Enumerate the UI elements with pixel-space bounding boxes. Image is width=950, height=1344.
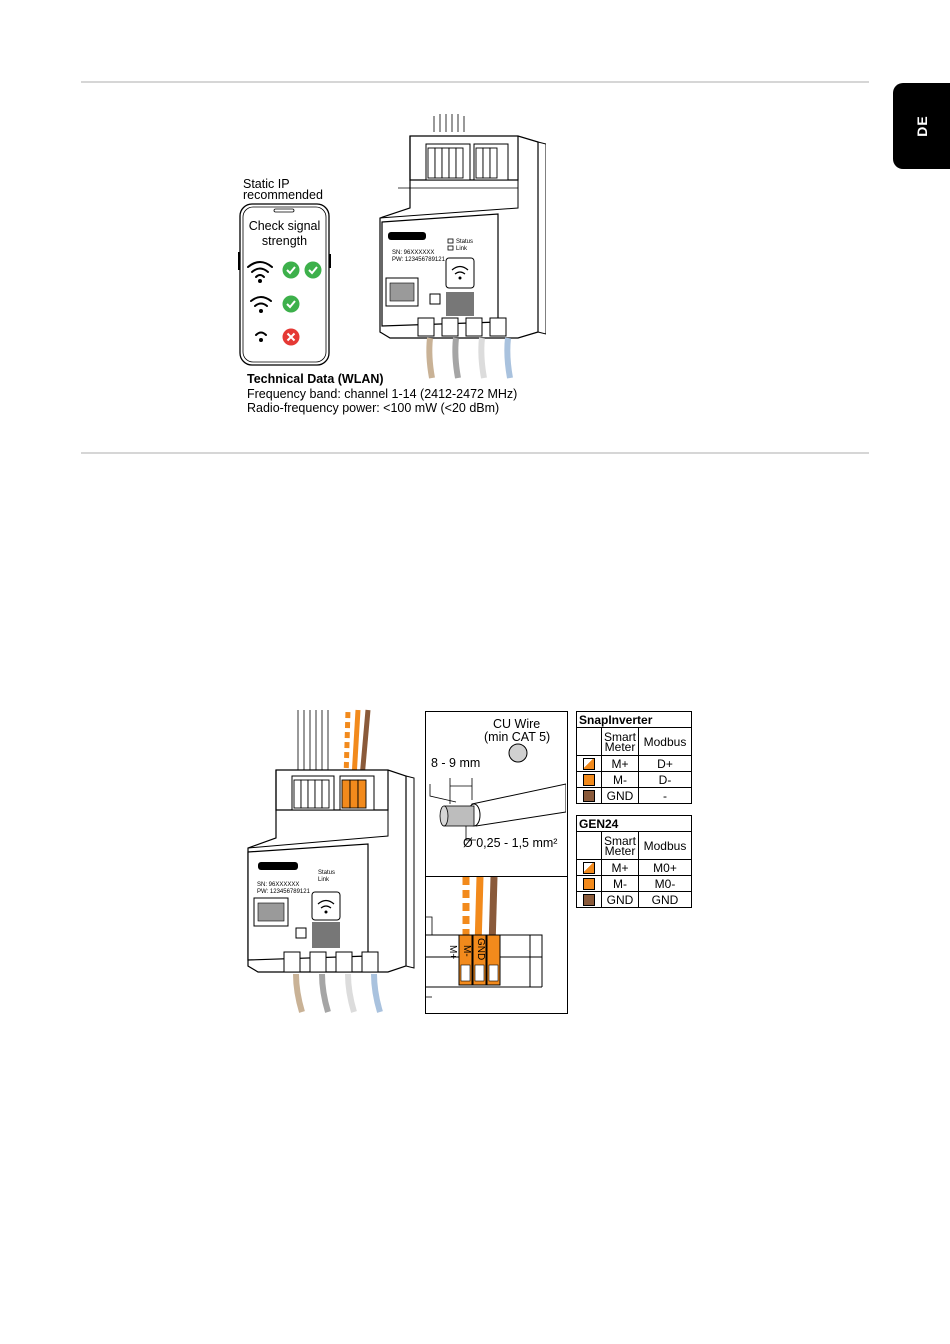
wire-strip-illustration	[426, 740, 566, 850]
device-status-label-2: Status	[318, 870, 336, 876]
wifi-weak-icon	[252, 328, 270, 344]
check-signal-label: Check signal	[248, 219, 321, 233]
gen24-table: GEN24 Smart Meter Modbus M+ M0+ M- M0- GND GND	[576, 815, 692, 908]
gen24-table-title: GEN24	[577, 816, 692, 832]
strip-length-label: 8 - 9 mm	[431, 756, 481, 770]
device-status-label: Status	[456, 239, 474, 245]
device-link-label: Link	[456, 246, 468, 252]
static-ip-label: Static IP	[243, 177, 290, 191]
smart-meter-device-wiring	[240, 708, 416, 1014]
device-serial: SN: 96XXXXXX	[392, 250, 435, 256]
language-tab[interactable]	[893, 83, 950, 169]
terminal-label-gnd: GND	[475, 938, 486, 961]
swatch-brown	[577, 892, 602, 908]
tech-data-title: Technical Data (WLAN)	[247, 372, 384, 386]
static-ip-recommended-label: recommended	[243, 188, 323, 202]
check-icon	[282, 295, 300, 313]
top-divider	[81, 81, 869, 83]
device-password-2: PW: 123456789121	[257, 889, 310, 895]
wifi-strong-icon	[245, 256, 275, 286]
check-signal-strength-label: strength	[261, 234, 308, 248]
device-serial-2: SN: 96XXXXXX	[257, 882, 300, 888]
terminal-illustration	[426, 877, 566, 1011]
snapinverter-table: SnapInverter Smart Meter Modbus M+ D+ M- D- GND -	[576, 711, 692, 804]
swatch-orange	[577, 772, 602, 788]
swatch-orange	[577, 876, 602, 892]
wifi-medium-icon	[248, 292, 274, 316]
check-double-icon	[282, 261, 322, 279]
col-smart-meter: Smart Meter	[602, 832, 639, 860]
swatch-brown	[577, 788, 602, 804]
snapinverter-table-title: SnapInverter	[577, 712, 692, 728]
swatch-orange-white	[577, 756, 602, 772]
cross-section-label: Ø 0,25 - 1,5 mm²	[463, 836, 558, 850]
terminal-label-m-plus: M+	[447, 945, 458, 960]
tech-data-block	[247, 372, 517, 416]
cu-wire-label: CU Wire	[493, 717, 541, 731]
terminal-label-m-minus: M-	[461, 945, 472, 957]
language-tab-label: DE	[913, 115, 930, 137]
col-modbus: Modbus	[639, 832, 692, 860]
tech-frequency-band: Frequency band: channel 1-14 (2412-2472 MHz)	[247, 386, 518, 401]
device-password: PW: 123456789121	[392, 257, 445, 263]
swatch-orange-white	[577, 860, 602, 876]
col-modbus: Modbus	[639, 728, 692, 756]
error-icon	[282, 328, 300, 346]
tech-rf-power: Radio-frequency power: <100 mW (<20 dBm)	[247, 401, 500, 415]
col-smart-meter: Smart Meter	[602, 728, 639, 756]
section-divider	[81, 452, 869, 454]
device-link-label-2: Link	[318, 877, 330, 883]
cu-wire-cat-label: (min CAT 5)	[484, 730, 551, 744]
